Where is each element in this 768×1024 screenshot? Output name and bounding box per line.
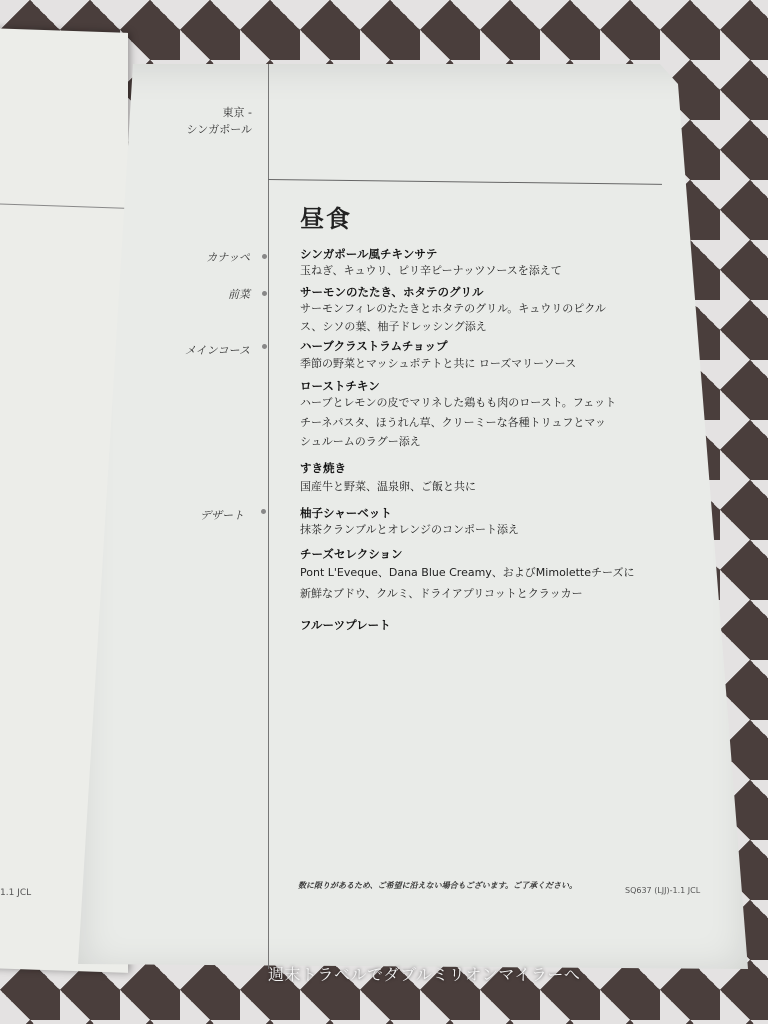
menu-item-name: ハーブクラストラムチョップ [300,339,448,353]
left-page-code: 1.1 JCL [0,888,32,898]
menu-item-name: 柚子シャーベット [300,506,392,520]
menu-item-description: 国産牛と野菜、温泉卵、ご飯と共に [300,480,476,493]
menu-item-description: シュルームのラグー添え [300,435,421,448]
route-destination: シンガポール [186,123,252,136]
route-label [170,104,252,138]
menu-item-description: 玉ねぎ、キュウリ、ピリ辛ピーナッツソースを添えて [300,264,562,277]
menu-item-description: ス、シソの葉、柚子ドレッシング添え [300,320,487,333]
menu-item-name: チーズセレクション [300,547,403,561]
category-appetizer: 前菜 [228,288,250,301]
category-dessert: デザート [200,509,244,522]
category-dot [262,254,267,259]
menu-item-description: 新鮮なブドウ、クルミ、ドライアプリコットとクラッカー [300,587,583,600]
category-dot [261,509,266,514]
menu-item-description: チーネパスタ、ほうれん草、クリーミーな各種トリュフとマッ [300,416,606,429]
menu-item-description: ハーブとレモンの皮でマリネした鶏もも肉のロースト。フェット [300,396,617,409]
category-main: メインコース [184,344,250,357]
menu-item-description: Pont L'Eveque、Dana Blue Creamy、およびMimoletteチーズに [300,566,635,579]
route-origin: 東京 - [222,106,252,119]
menu-item-name: すき焼き [300,461,346,475]
menu-item-description: 抹茶クランブルとオレンジのコンポート添え [300,523,520,536]
menu-item-name: シンガポール風チキンサテ [300,247,438,261]
category-canapes: カナッペ [206,251,250,264]
vertical-divider [268,64,269,969]
menu-item-description: サーモンフィレのたたきとホタテのグリル。キュウリのピクル [300,302,606,315]
category-dot [262,291,267,296]
page-title: 昼食 [300,205,352,233]
footer-note: 数に限りがあるため、ご希望に沿えない場合もございます。ご了承ください。 [298,881,578,890]
menu-item-description: 季節の野菜とマッシュポテトと共に ローズマリーソース [300,357,577,370]
menu-item-name: フルーツプレート [300,618,391,632]
left-divider [0,203,128,208]
menu-item-name: サーモンのたたき、ホタテのグリル [300,285,484,299]
watermark: 週末トラベルでダブルミリオンマイラーへ [268,965,581,984]
menu-item-name: ローストチキン [300,379,380,393]
footer-code: SQ637 (LJJ)-1.1 JCL [625,886,701,895]
category-dot [262,344,267,349]
